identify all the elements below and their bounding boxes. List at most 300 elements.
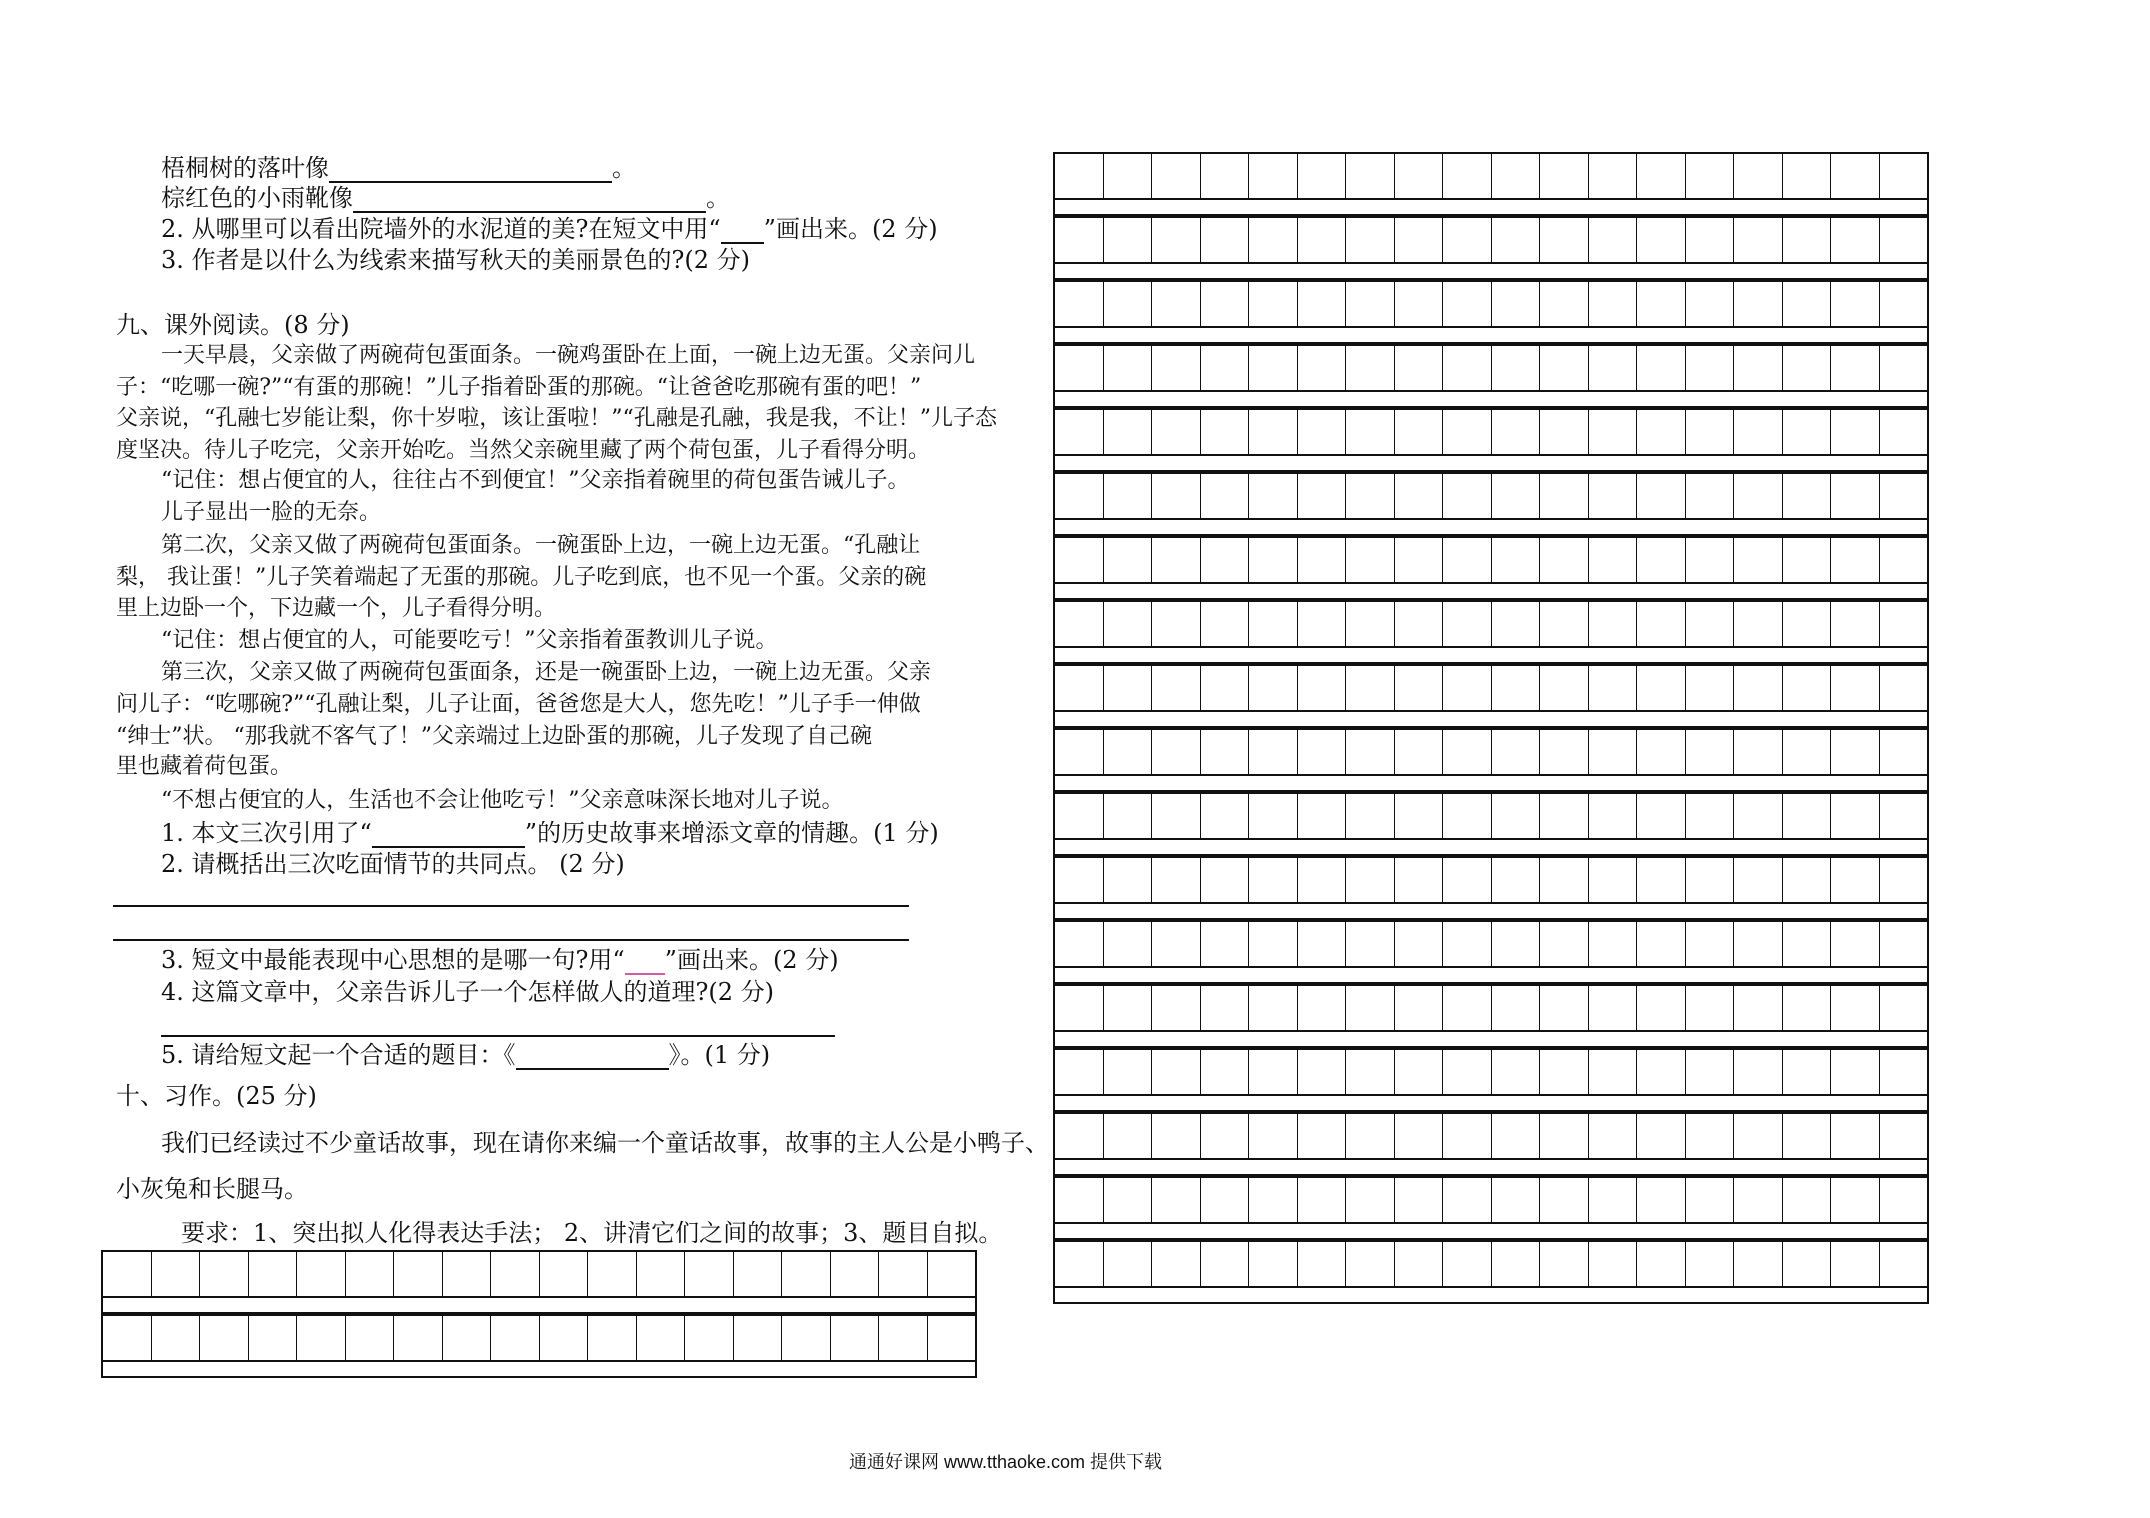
grid-cell[interactable] — [1783, 154, 1832, 198]
grid-cell[interactable] — [1589, 1114, 1638, 1158]
grid-cell[interactable] — [1055, 986, 1104, 1030]
grid-cell[interactable] — [588, 1252, 637, 1296]
grid-cell[interactable] — [1492, 1114, 1541, 1158]
grid-cell[interactable] — [1589, 474, 1638, 518]
grid-cell[interactable] — [1152, 1114, 1201, 1158]
grid-cell[interactable] — [1637, 858, 1686, 902]
grid-cell[interactable] — [1152, 794, 1201, 838]
grid-cell[interactable] — [1540, 922, 1589, 966]
grid-cell[interactable] — [1298, 218, 1347, 262]
grid-row[interactable] — [1053, 856, 1929, 904]
grid-cell[interactable] — [1540, 666, 1589, 710]
grid-cell[interactable] — [1395, 154, 1444, 198]
grid-cell[interactable] — [1589, 538, 1638, 582]
grid-cell[interactable] — [1152, 666, 1201, 710]
grid-cell[interactable] — [1055, 218, 1104, 262]
grid-cell[interactable] — [1298, 1050, 1347, 1094]
grid-cell[interactable] — [1104, 282, 1153, 326]
grid-cell[interactable] — [1104, 922, 1153, 966]
grid-cell[interactable] — [1880, 1050, 1928, 1094]
grid-cell[interactable] — [1589, 602, 1638, 646]
grid-cell[interactable] — [734, 1252, 783, 1296]
grid-cell[interactable] — [1637, 1178, 1686, 1222]
grid-cell[interactable] — [1249, 1242, 1298, 1286]
grid-cell[interactable] — [1249, 730, 1298, 774]
grid-cell[interactable] — [1443, 666, 1492, 710]
grid-cell[interactable] — [1055, 154, 1104, 198]
grid-cell[interactable] — [1395, 602, 1444, 646]
grid-cell[interactable] — [1443, 1114, 1492, 1158]
grid-row[interactable] — [1053, 152, 1929, 200]
grid-cell[interactable] — [1734, 1050, 1783, 1094]
grid-cell[interactable] — [1443, 602, 1492, 646]
grid-row[interactable] — [1053, 1240, 1929, 1288]
grid-cell[interactable] — [540, 1316, 589, 1360]
grid-cell[interactable] — [1686, 794, 1735, 838]
grid-cell[interactable] — [879, 1252, 928, 1296]
grid-cell[interactable] — [1492, 218, 1541, 262]
grid-cell[interactable] — [1395, 1178, 1444, 1222]
grid-cell[interactable] — [1395, 1050, 1444, 1094]
grid-cell[interactable] — [928, 1252, 976, 1296]
grid-cell[interactable] — [1055, 1242, 1104, 1286]
grid-cell[interactable] — [1055, 666, 1104, 710]
grid-cell[interactable] — [685, 1316, 734, 1360]
grid-cell[interactable] — [1492, 1178, 1541, 1222]
grid-cell[interactable] — [1686, 1178, 1735, 1222]
grid-row[interactable] — [101, 1250, 977, 1298]
grid-cell[interactable] — [1880, 346, 1928, 390]
grid-cell[interactable] — [1783, 1242, 1832, 1286]
grid-cell[interactable] — [1152, 154, 1201, 198]
grid-row[interactable] — [1053, 1112, 1929, 1160]
grid-cell[interactable] — [1783, 1178, 1832, 1222]
grid-cell[interactable] — [1589, 858, 1638, 902]
answer-blank[interactable] — [372, 822, 525, 848]
grid-cell[interactable] — [1104, 666, 1153, 710]
grid-cell[interactable] — [200, 1316, 249, 1360]
grid-cell[interactable] — [1395, 346, 1444, 390]
grid-cell[interactable] — [1346, 730, 1395, 774]
grid-cell[interactable] — [1152, 1050, 1201, 1094]
grid-cell[interactable] — [1249, 346, 1298, 390]
grid-cell[interactable] — [1201, 474, 1250, 518]
grid-cell[interactable] — [1104, 1178, 1153, 1222]
grid-cell[interactable] — [1443, 1178, 1492, 1222]
grid-cell[interactable] — [1298, 474, 1347, 518]
grid-cell[interactable] — [1492, 858, 1541, 902]
grid-cell[interactable] — [1686, 666, 1735, 710]
grid-cell[interactable] — [1492, 730, 1541, 774]
grid-cell[interactable] — [1104, 1050, 1153, 1094]
grid-cell[interactable] — [1831, 1178, 1880, 1222]
grid-cell[interactable] — [1589, 410, 1638, 454]
grid-cell[interactable] — [1589, 154, 1638, 198]
grid-cell[interactable] — [1443, 218, 1492, 262]
grid-cell[interactable] — [1734, 666, 1783, 710]
grid-cell[interactable] — [1346, 474, 1395, 518]
grid-cell[interactable] — [1492, 154, 1541, 198]
grid-cell[interactable] — [1346, 282, 1395, 326]
grid-cell[interactable] — [1880, 1242, 1928, 1286]
grid-cell[interactable] — [1783, 602, 1832, 646]
grid-cell[interactable] — [1686, 1050, 1735, 1094]
grid-cell[interactable] — [1249, 218, 1298, 262]
grid-cell[interactable] — [1880, 1114, 1928, 1158]
grid-cell[interactable] — [1249, 986, 1298, 1030]
grid-cell[interactable] — [1686, 1114, 1735, 1158]
grid-cell[interactable] — [1734, 410, 1783, 454]
grid-cell[interactable] — [1637, 922, 1686, 966]
grid-cell[interactable] — [1734, 538, 1783, 582]
grid-cell[interactable] — [1201, 602, 1250, 646]
grid-cell[interactable] — [1880, 666, 1928, 710]
grid-cell[interactable] — [1734, 346, 1783, 390]
grid-cell[interactable] — [1783, 858, 1832, 902]
grid-cell[interactable] — [1880, 538, 1928, 582]
grid-cell[interactable] — [1880, 986, 1928, 1030]
grid-cell[interactable] — [1686, 986, 1735, 1030]
grid-cell[interactable] — [1492, 666, 1541, 710]
grid-cell[interactable] — [1298, 538, 1347, 582]
grid-cell[interactable] — [1298, 1178, 1347, 1222]
grid-cell[interactable] — [1443, 538, 1492, 582]
grid-cell[interactable] — [1734, 218, 1783, 262]
grid-cell[interactable] — [297, 1252, 346, 1296]
grid-cell[interactable] — [1880, 922, 1928, 966]
grid-cell[interactable] — [734, 1316, 783, 1360]
grid-cell[interactable] — [1880, 282, 1928, 326]
grid-cell[interactable] — [1249, 1114, 1298, 1158]
grid-cell[interactable] — [1104, 1242, 1153, 1286]
grid-cell[interactable] — [1734, 474, 1783, 518]
grid-cell[interactable] — [1104, 1114, 1153, 1158]
grid-cell[interactable] — [1589, 218, 1638, 262]
grid-cell[interactable] — [103, 1316, 152, 1360]
grid-cell[interactable] — [1249, 1050, 1298, 1094]
grid-cell[interactable] — [1249, 794, 1298, 838]
grid-cell[interactable] — [1055, 730, 1104, 774]
grid-cell[interactable] — [928, 1316, 976, 1360]
grid-cell[interactable] — [782, 1252, 831, 1296]
grid-cell[interactable] — [1055, 410, 1104, 454]
grid-row[interactable] — [1053, 600, 1929, 648]
grid-cell[interactable] — [1686, 218, 1735, 262]
grid-cell[interactable] — [1346, 154, 1395, 198]
grid-row[interactable] — [1053, 1176, 1929, 1224]
grid-cell[interactable] — [1298, 922, 1347, 966]
grid-cell[interactable] — [1104, 602, 1153, 646]
grid-cell[interactable] — [1540, 602, 1589, 646]
grid-cell[interactable] — [1443, 346, 1492, 390]
grid-row[interactable] — [1053, 216, 1929, 264]
grid-cell[interactable] — [1346, 538, 1395, 582]
grid-cell[interactable] — [1298, 858, 1347, 902]
grid-row[interactable] — [101, 1314, 977, 1362]
grid-cell[interactable] — [1492, 794, 1541, 838]
grid-cell[interactable] — [1831, 922, 1880, 966]
grid-cell[interactable] — [1492, 346, 1541, 390]
grid-cell[interactable] — [1152, 922, 1201, 966]
answer-line[interactable] — [113, 939, 909, 941]
grid-cell[interactable] — [1249, 282, 1298, 326]
grid-cell[interactable] — [1734, 986, 1783, 1030]
grid-cell[interactable] — [1831, 410, 1880, 454]
answer-blank[interactable] — [329, 157, 612, 183]
grid-cell[interactable] — [1104, 794, 1153, 838]
grid-cell[interactable] — [1637, 666, 1686, 710]
grid-cell[interactable] — [1249, 666, 1298, 710]
grid-cell[interactable] — [1734, 282, 1783, 326]
grid-cell[interactable] — [1249, 1178, 1298, 1222]
grid-cell[interactable] — [249, 1316, 298, 1360]
grid-cell[interactable] — [1443, 410, 1492, 454]
grid-cell[interactable] — [1540, 410, 1589, 454]
grid-cell[interactable] — [1346, 922, 1395, 966]
grid-cell[interactable] — [1734, 730, 1783, 774]
grid-cell[interactable] — [1831, 986, 1880, 1030]
grid-cell[interactable] — [1492, 922, 1541, 966]
grid-cell[interactable] — [1880, 794, 1928, 838]
grid-cell[interactable] — [1346, 1178, 1395, 1222]
grid-cell[interactable] — [1346, 410, 1395, 454]
grid-cell[interactable] — [1443, 794, 1492, 838]
grid-row[interactable] — [1053, 1048, 1929, 1096]
grid-cell[interactable] — [1104, 538, 1153, 582]
grid-cell[interactable] — [637, 1252, 686, 1296]
grid-cell[interactable] — [831, 1252, 880, 1296]
grid-cell[interactable] — [1783, 986, 1832, 1030]
grid-cell[interactable] — [297, 1316, 346, 1360]
grid-cell[interactable] — [443, 1252, 492, 1296]
grid-cell[interactable] — [1831, 1242, 1880, 1286]
grid-cell[interactable] — [1055, 282, 1104, 326]
grid-cell[interactable] — [1492, 410, 1541, 454]
grid-cell[interactable] — [1395, 1242, 1444, 1286]
grid-cell[interactable] — [1443, 1050, 1492, 1094]
grid-row[interactable] — [1053, 280, 1929, 328]
grid-cell[interactable] — [1492, 602, 1541, 646]
grid-cell[interactable] — [1686, 1242, 1735, 1286]
grid-cell[interactable] — [346, 1252, 395, 1296]
grid-cell[interactable] — [1880, 410, 1928, 454]
answer-blank[interactable] — [353, 187, 706, 213]
grid-cell[interactable] — [1055, 1178, 1104, 1222]
grid-cell[interactable] — [1443, 986, 1492, 1030]
grid-cell[interactable] — [1783, 666, 1832, 710]
grid-cell[interactable] — [1395, 1114, 1444, 1158]
grid-cell[interactable] — [1589, 1242, 1638, 1286]
grid-cell[interactable] — [1055, 602, 1104, 646]
grid-cell[interactable] — [1831, 538, 1880, 582]
grid-cell[interactable] — [1346, 346, 1395, 390]
grid-cell[interactable] — [1395, 666, 1444, 710]
grid-cell[interactable] — [1783, 922, 1832, 966]
grid-cell[interactable] — [1104, 218, 1153, 262]
grid-cell[interactable] — [1783, 730, 1832, 774]
grid-cell[interactable] — [1540, 154, 1589, 198]
grid-cell[interactable] — [1880, 1178, 1928, 1222]
grid-cell[interactable] — [1540, 730, 1589, 774]
grid-cell[interactable] — [1443, 922, 1492, 966]
grid-cell[interactable] — [1395, 858, 1444, 902]
grid-cell[interactable] — [1783, 410, 1832, 454]
grid-cell[interactable] — [1783, 1114, 1832, 1158]
grid-cell[interactable] — [1831, 218, 1880, 262]
grid-cell[interactable] — [1395, 538, 1444, 582]
grid-row[interactable] — [1053, 728, 1929, 776]
grid-cell[interactable] — [1201, 538, 1250, 582]
grid-cell[interactable] — [1589, 1178, 1638, 1222]
grid-cell[interactable] — [1492, 1050, 1541, 1094]
grid-cell[interactable] — [1443, 154, 1492, 198]
grid-cell[interactable] — [1540, 474, 1589, 518]
grid-cell[interactable] — [249, 1252, 298, 1296]
grid-cell[interactable] — [1201, 346, 1250, 390]
grid-cell[interactable] — [1104, 986, 1153, 1030]
grid-cell[interactable] — [1540, 1050, 1589, 1094]
grid-cell[interactable] — [1201, 666, 1250, 710]
grid-cell[interactable] — [1540, 538, 1589, 582]
grid-cell[interactable] — [1686, 282, 1735, 326]
grid-cell[interactable] — [1831, 794, 1880, 838]
grid-cell[interactable] — [1346, 602, 1395, 646]
grid-cell[interactable] — [1637, 154, 1686, 198]
grid-cell[interactable] — [1589, 986, 1638, 1030]
grid-cell[interactable] — [1201, 282, 1250, 326]
grid-cell[interactable] — [1783, 794, 1832, 838]
grid-cell[interactable] — [637, 1316, 686, 1360]
grid-cell[interactable] — [1152, 1178, 1201, 1222]
grid-cell[interactable] — [1298, 410, 1347, 454]
grid-cell[interactable] — [1249, 154, 1298, 198]
grid-cell[interactable] — [1298, 282, 1347, 326]
grid-cell[interactable] — [1589, 666, 1638, 710]
grid-cell[interactable] — [1637, 986, 1686, 1030]
grid-cell[interactable] — [1152, 986, 1201, 1030]
grid-cell[interactable] — [1831, 602, 1880, 646]
grid-cell[interactable] — [1783, 346, 1832, 390]
grid-row[interactable] — [1053, 792, 1929, 840]
grid-cell[interactable] — [1492, 986, 1541, 1030]
grid-cell[interactable] — [1298, 730, 1347, 774]
grid-cell[interactable] — [540, 1252, 589, 1296]
grid-cell[interactable] — [1880, 218, 1928, 262]
grid-cell[interactable] — [1734, 602, 1783, 646]
grid-cell[interactable] — [1152, 474, 1201, 518]
grid-cell[interactable] — [491, 1316, 540, 1360]
grid-cell[interactable] — [1152, 410, 1201, 454]
grid-cell[interactable] — [1734, 922, 1783, 966]
grid-cell[interactable] — [1201, 218, 1250, 262]
grid-cell[interactable] — [1686, 858, 1735, 902]
answer-line[interactable] — [113, 905, 909, 907]
grid-cell[interactable] — [1686, 730, 1735, 774]
grid-cell[interactable] — [1492, 474, 1541, 518]
grid-cell[interactable] — [1831, 730, 1880, 774]
grid-cell[interactable] — [346, 1316, 395, 1360]
grid-cell[interactable] — [394, 1252, 443, 1296]
grid-cell[interactable] — [1395, 794, 1444, 838]
grid-row[interactable] — [1053, 344, 1929, 392]
grid-cell[interactable] — [1346, 858, 1395, 902]
writing-grid-left[interactable] — [101, 1250, 977, 1377]
grid-cell[interactable] — [1637, 474, 1686, 518]
grid-cell[interactable] — [1055, 1114, 1104, 1158]
grid-cell[interactable] — [1637, 1114, 1686, 1158]
grid-cell[interactable] — [1055, 346, 1104, 390]
grid-cell[interactable] — [443, 1316, 492, 1360]
grid-cell[interactable] — [1152, 346, 1201, 390]
grid-cell[interactable] — [1637, 282, 1686, 326]
grid-cell[interactable] — [1686, 410, 1735, 454]
grid-cell[interactable] — [1540, 1178, 1589, 1222]
grid-cell[interactable] — [1589, 1050, 1638, 1094]
grid-cell[interactable] — [1395, 410, 1444, 454]
grid-cell[interactable] — [1152, 538, 1201, 582]
grid-cell[interactable] — [1783, 282, 1832, 326]
grid-cell[interactable] — [1734, 1242, 1783, 1286]
grid-cell[interactable] — [1055, 858, 1104, 902]
grid-cell[interactable] — [1443, 730, 1492, 774]
grid-cell[interactable] — [1346, 1114, 1395, 1158]
grid-cell[interactable] — [831, 1316, 880, 1360]
grid-cell[interactable] — [1249, 858, 1298, 902]
grid-row[interactable] — [1053, 472, 1929, 520]
grid-cell[interactable] — [1880, 602, 1928, 646]
answer-blank[interactable] — [516, 1044, 669, 1070]
grid-cell[interactable] — [1831, 282, 1880, 326]
grid-cell[interactable] — [1734, 1178, 1783, 1222]
grid-cell[interactable] — [1637, 1242, 1686, 1286]
grid-cell[interactable] — [1104, 730, 1153, 774]
grid-cell[interactable] — [1201, 858, 1250, 902]
grid-cell[interactable] — [1880, 154, 1928, 198]
grid-cell[interactable] — [1346, 794, 1395, 838]
grid-cell[interactable] — [1540, 218, 1589, 262]
grid-cell[interactable] — [1104, 154, 1153, 198]
grid-cell[interactable] — [103, 1252, 152, 1296]
grid-cell[interactable] — [1298, 154, 1347, 198]
grid-cell[interactable] — [1734, 794, 1783, 838]
grid-cell[interactable] — [1443, 474, 1492, 518]
grid-cell[interactable] — [1201, 410, 1250, 454]
writing-grid-right[interactable] — [1053, 152, 1929, 1318]
grid-cell[interactable] — [1104, 346, 1153, 390]
grid-cell[interactable] — [1540, 346, 1589, 390]
grid-cell[interactable] — [1346, 218, 1395, 262]
grid-cell[interactable] — [1104, 474, 1153, 518]
grid-cell[interactable] — [1346, 666, 1395, 710]
grid-cell[interactable] — [1540, 1242, 1589, 1286]
grid-cell[interactable] — [1831, 474, 1880, 518]
grid-cell[interactable] — [1201, 922, 1250, 966]
grid-cell[interactable] — [1783, 474, 1832, 518]
grid-cell[interactable] — [1686, 154, 1735, 198]
grid-cell[interactable] — [1686, 346, 1735, 390]
grid-cell[interactable] — [1055, 538, 1104, 582]
grid-cell[interactable] — [1201, 986, 1250, 1030]
grid-cell[interactable] — [1249, 538, 1298, 582]
grid-cell[interactable] — [1637, 218, 1686, 262]
grid-cell[interactable] — [1395, 922, 1444, 966]
grid-cell[interactable] — [1298, 346, 1347, 390]
grid-cell[interactable] — [1201, 1242, 1250, 1286]
grid-cell[interactable] — [1686, 922, 1735, 966]
grid-row[interactable] — [1053, 664, 1929, 712]
grid-cell[interactable] — [1831, 346, 1880, 390]
grid-cell[interactable] — [1298, 794, 1347, 838]
